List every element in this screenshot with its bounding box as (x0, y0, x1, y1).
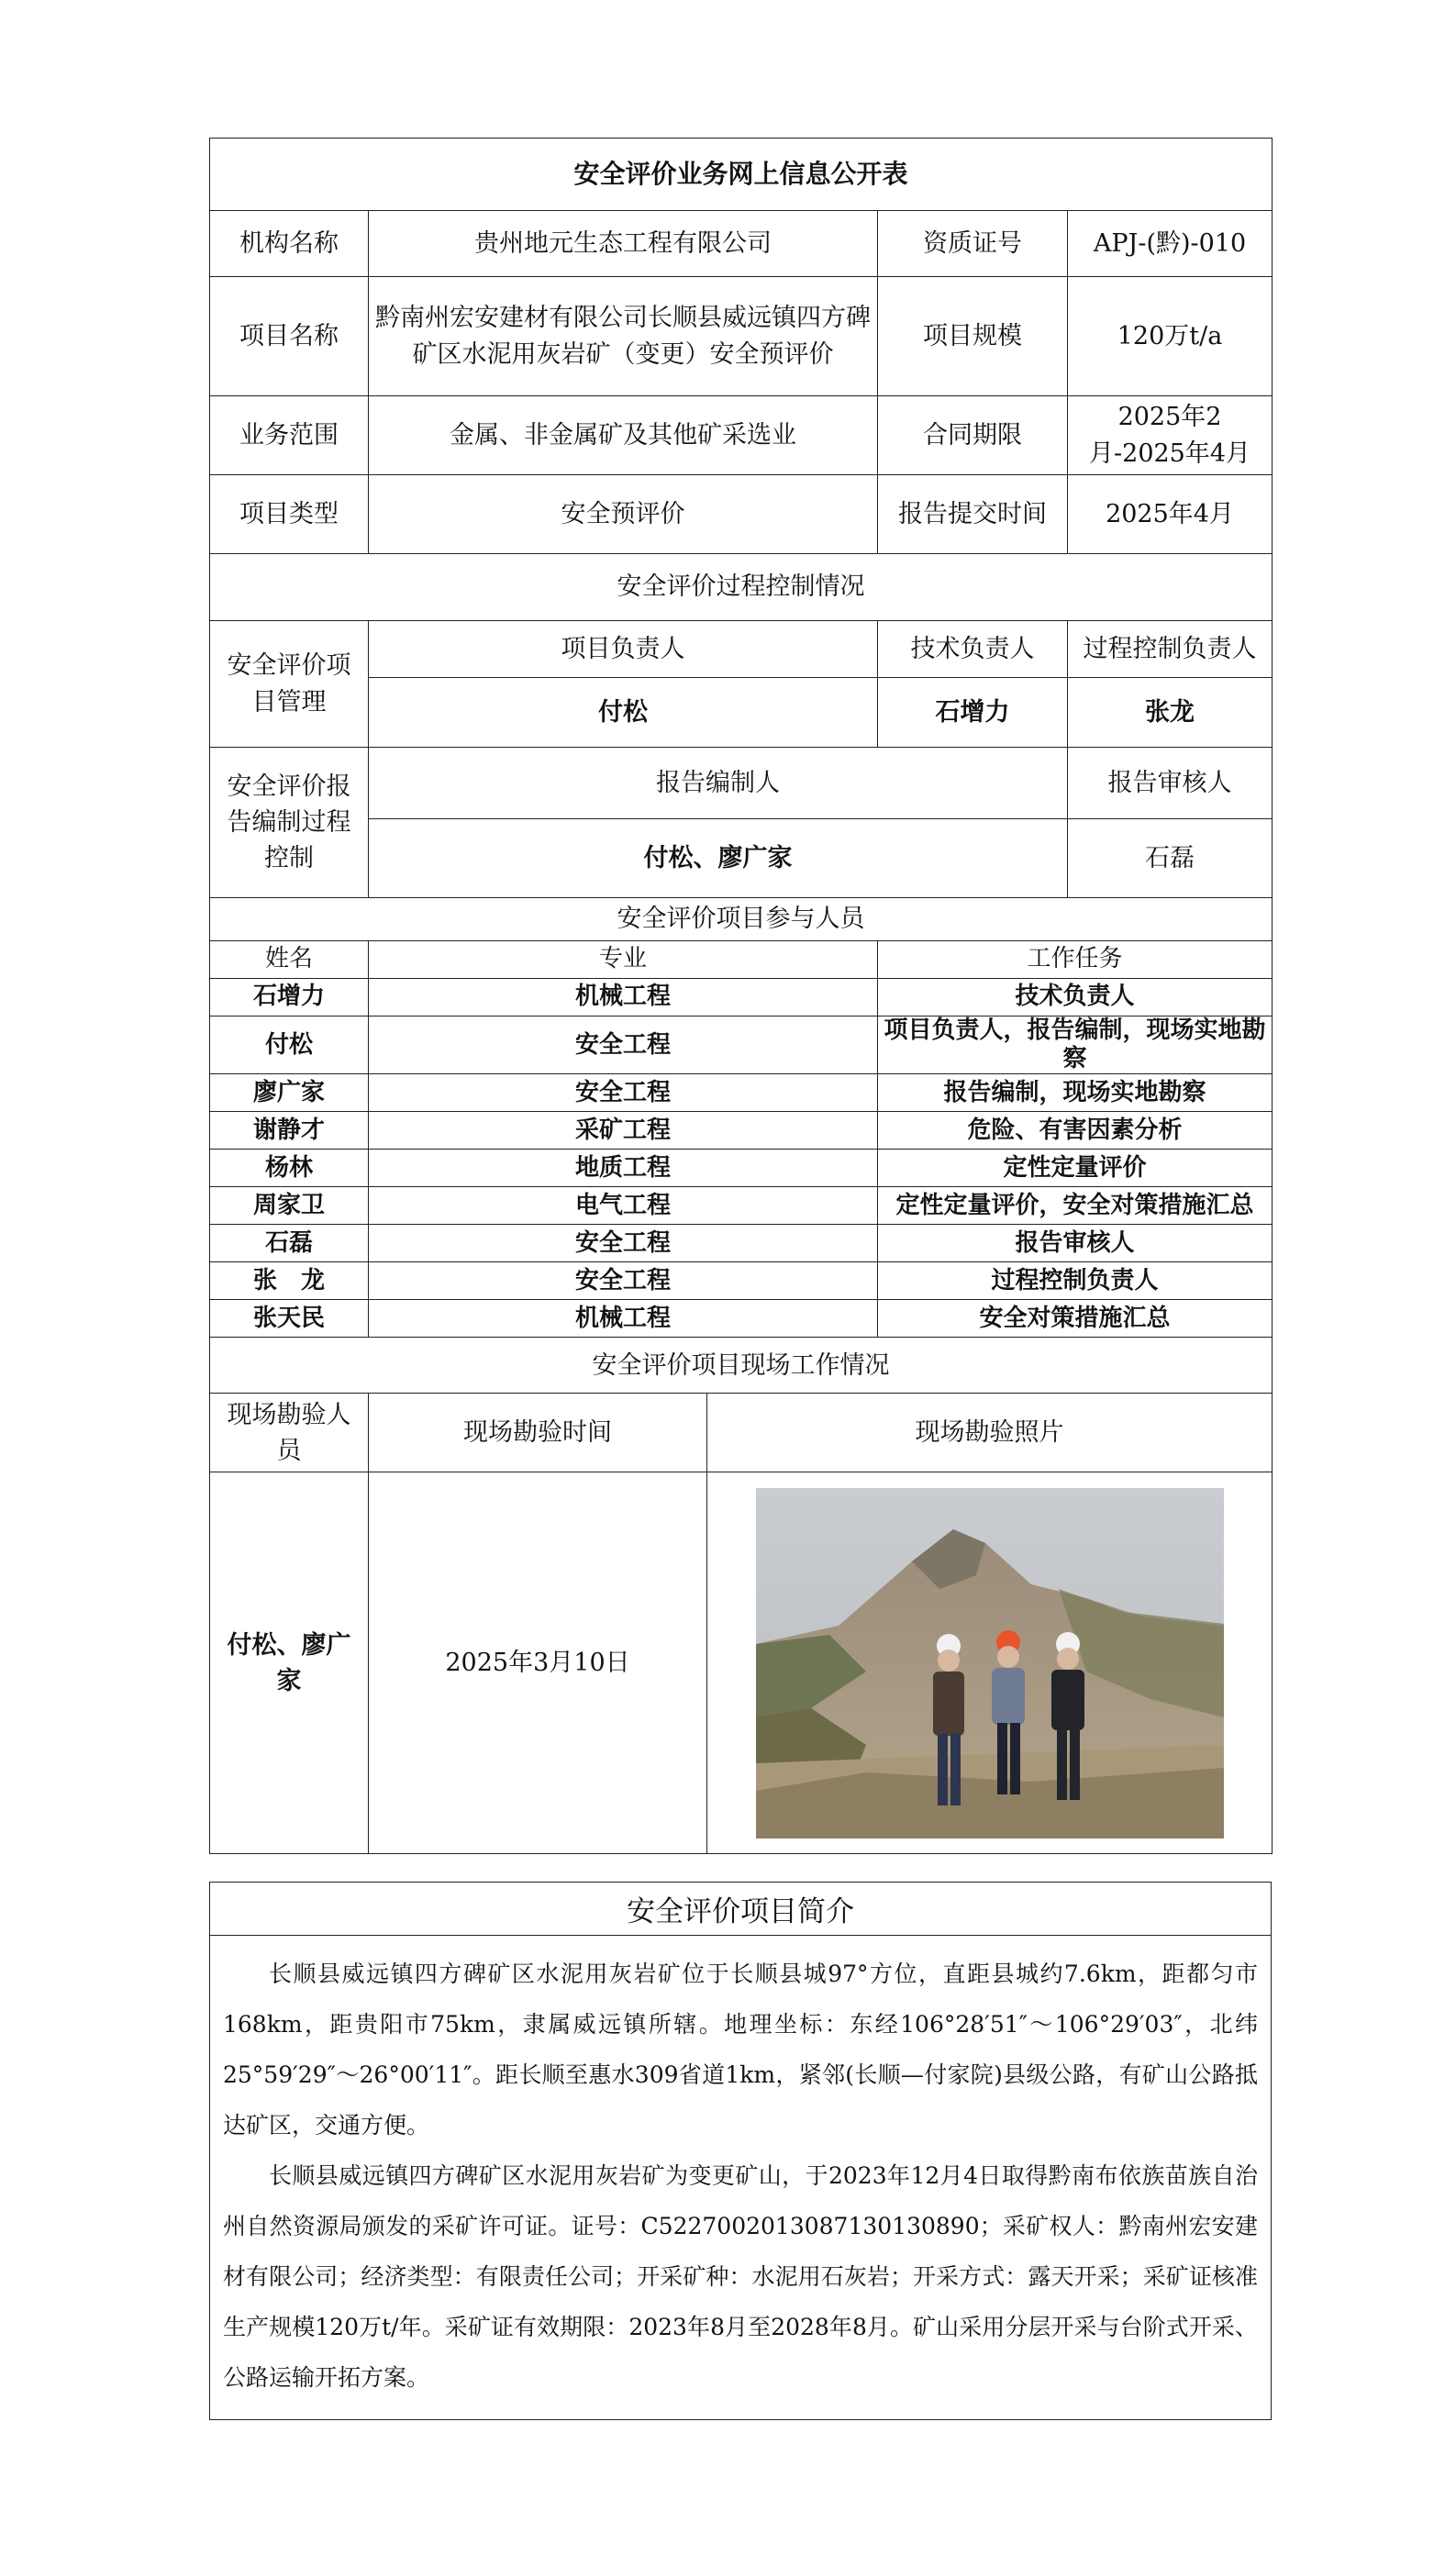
participants-header-major: 专业 (369, 941, 878, 979)
participant-task: 技术负责人 (878, 979, 1273, 1016)
participant-name: 石磊 (210, 1225, 369, 1262)
table-row (210, 1300, 1273, 1338)
participant-major: 电气工程 (369, 1187, 878, 1225)
participant-name: 石增力 (210, 979, 369, 1016)
participant-major: 安全工程 (369, 1225, 878, 1262)
writer-value: 付松、廖广家 (369, 819, 1068, 898)
table-row (210, 979, 1273, 1016)
participant-task: 项目负责人，报告编制，现场实地勘察 (878, 1016, 1273, 1074)
participant-task: 定性定量评价 (878, 1150, 1273, 1187)
writer-label: 报告编制人 (369, 748, 1068, 819)
project-label: 项目名称 (210, 277, 369, 396)
participant-name: 周家卫 (210, 1187, 369, 1225)
participants-header-name: 姓名 (210, 941, 369, 979)
org-label: 机构名称 (210, 211, 369, 277)
project-value: 黔南州宏安建材有限公司长顺县威远镇四方碑矿区水泥用灰岩矿（变更）安全预评价 (369, 277, 878, 396)
document-page (209, 138, 1272, 2420)
mgmt-label: 安全评价项目管理 (210, 621, 369, 748)
pm-label: 项目负责人 (369, 621, 878, 678)
reviewer-label: 报告审核人 (1068, 748, 1273, 819)
participant-major: 安全工程 (369, 1074, 878, 1112)
type-label: 项目类型 (210, 475, 369, 554)
participant-task: 报告编制，现场实地勘察 (878, 1074, 1273, 1112)
intro-paragraph-2: 长顺县威远镇四方碑矿区水泥用灰岩矿为变更矿山，于2023年12月4日取得黔南布依族苗族自治州自然资源局颁发的采矿许可证。证号：C5227002013087130130890；采矿权人：黔南州宏安建材有限公司；经济类型：有限责任公司；开采矿种：水泥用石灰岩；开采方式：露天开采；采矿证核准生产规模120万t/年。采矿证有效期限：2023年8月至2028年8月。矿山采用分层开采与台阶式开采、公路运输开拓方案。 (223, 2162, 1258, 2392)
intro-title: 安全评价项目简介 (210, 1883, 1271, 1936)
participant-task: 报告审核人 (878, 1225, 1273, 1262)
participant-major: 机械工程 (369, 979, 878, 1016)
participant-name: 张 龙 (210, 1262, 369, 1300)
scope-value: 金属、非金属矿及其他矿采选业 (369, 396, 878, 475)
participant-name: 廖广家 (210, 1074, 369, 1112)
org-value: 贵州地元生态工程有限公司 (369, 211, 878, 277)
participant-name: 杨林 (210, 1150, 369, 1187)
table-title: 安全评价业务网上信息公开表 (210, 139, 1273, 211)
participant-major: 安全工程 (369, 1016, 878, 1074)
tech-value: 石增力 (878, 678, 1068, 748)
field-photo-label: 现场勘验照片 (707, 1394, 1273, 1472)
scale-label: 项目规模 (878, 277, 1068, 396)
table-row (210, 1262, 1273, 1300)
contract-label: 合同期限 (878, 396, 1068, 475)
scale-value: 120万t/a (1068, 277, 1273, 396)
project-intro (209, 1882, 1272, 2420)
participant-task: 定性定量评价，安全对策措施汇总 (878, 1187, 1273, 1225)
table-row (210, 1074, 1273, 1112)
participant-name: 谢静才 (210, 1112, 369, 1150)
field-time-value: 2025年3月10日 (369, 1472, 707, 1854)
participant-major: 地质工程 (369, 1150, 878, 1187)
participant-name: 张天民 (210, 1300, 369, 1338)
type-value: 安全预评价 (369, 475, 878, 554)
table-row (210, 1225, 1273, 1262)
participant-major: 机械工程 (369, 1300, 878, 1338)
participant-name: 付松 (210, 1016, 369, 1074)
field-section-title: 安全评价项目现场工作情况 (210, 1338, 1273, 1394)
tech-label: 技术负责人 (878, 621, 1068, 678)
cert-value: APJ-(黔)-010 (1068, 211, 1273, 277)
table-row (210, 1016, 1273, 1074)
participants-header-task: 工作任务 (878, 941, 1273, 979)
pm-value: 付松 (369, 678, 878, 748)
participant-task: 安全对策措施汇总 (878, 1300, 1273, 1338)
participant-task: 危险、有害因素分析 (878, 1112, 1273, 1150)
ctrl-label: 过程控制负责人 (1068, 621, 1273, 678)
participant-major: 采矿工程 (369, 1112, 878, 1150)
participant-major: 安全工程 (369, 1262, 878, 1300)
ctrl-value: 张龙 (1068, 678, 1273, 748)
participant-task: 过程控制负责人 (878, 1262, 1273, 1300)
field-staff-label: 现场勘验人员 (210, 1394, 369, 1472)
field-photo-cell (707, 1472, 1273, 1854)
report-label: 安全评价报告编制过程控制 (210, 748, 369, 898)
table-row (210, 1187, 1273, 1225)
table-row (210, 1112, 1273, 1150)
participants-section-title: 安全评价项目参与人员 (210, 898, 1273, 941)
process-section-title: 安全评价过程控制情况 (210, 554, 1273, 621)
intro-paragraph-1: 长顺县威远镇四方碑矿区水泥用灰岩矿位于长顺县城97°方位，直距县城约7.6km，距都匀市168km，距贵阳市75km，隶属威远镇所辖。地理坐标：东经106°28′51″～106°29′03″，北纬25°59′29″～26°00′11″。距长顺至惠水309省道1km，紧邻(长顺—付家院)县级公路，有矿山公路抵达矿区，交通方便。 (223, 1961, 1258, 2139)
table-row (210, 1150, 1273, 1187)
field-staff-value: 付松、廖广家 (210, 1472, 369, 1854)
intro-body (210, 1936, 1271, 2419)
site-inspection-photo (756, 1488, 1224, 1838)
disclosure-table (209, 138, 1273, 1854)
scope-label: 业务范围 (210, 396, 369, 475)
submit-label: 报告提交时间 (878, 475, 1068, 554)
contract-value: 2025年2月-2025年4月 (1068, 396, 1273, 475)
cert-label: 资质证号 (878, 211, 1068, 277)
field-time-label: 现场勘验时间 (369, 1394, 707, 1472)
submit-value: 2025年4月 (1068, 475, 1273, 554)
reviewer-value: 石磊 (1068, 819, 1273, 898)
